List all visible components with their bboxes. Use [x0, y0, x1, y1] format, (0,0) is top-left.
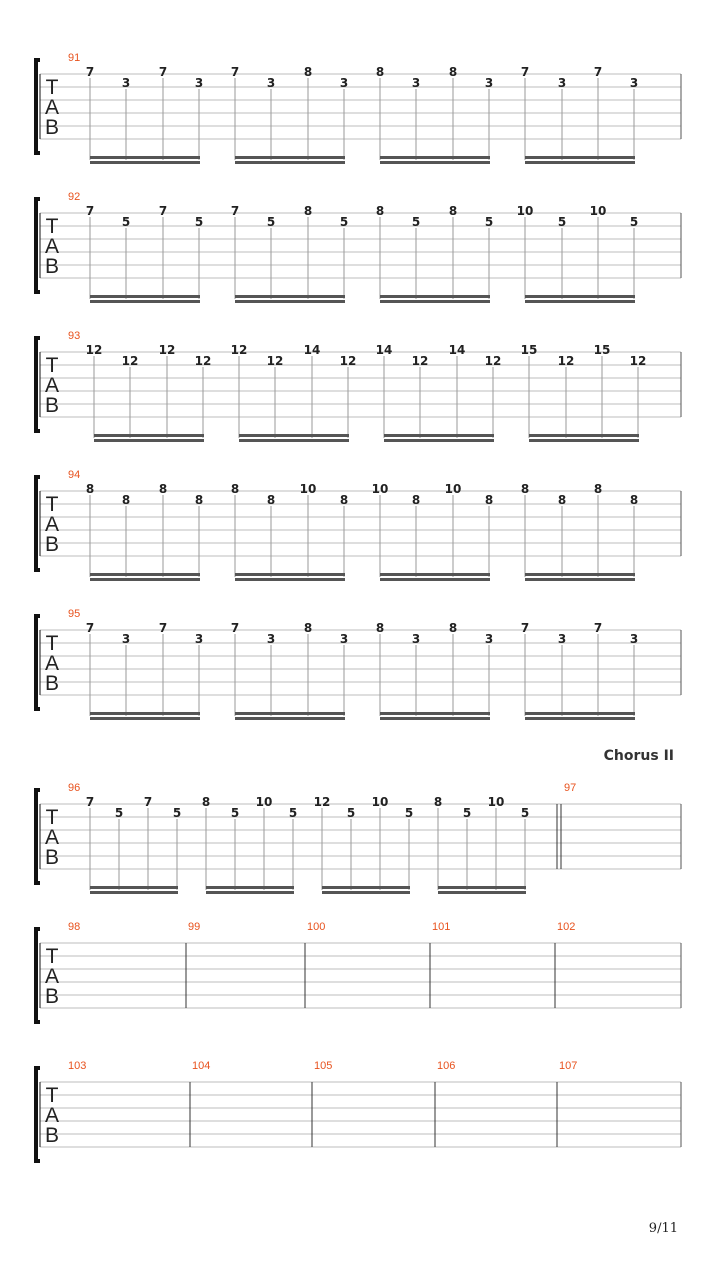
measure-number: 100 — [307, 921, 326, 933]
fret-number: 8 — [121, 493, 131, 507]
beam — [525, 578, 635, 581]
fret-number: 8 — [448, 621, 458, 635]
measure-number: 105 — [314, 1060, 333, 1072]
fret-number: 8 — [339, 493, 349, 507]
fret-number: 12 — [194, 354, 212, 368]
measure-number: 91 — [68, 52, 81, 64]
fret-number: 14 — [448, 343, 466, 357]
fret-number: 12 — [313, 795, 331, 809]
beam — [235, 712, 345, 715]
fret-number: 5 — [339, 215, 349, 229]
fret-number: 3 — [411, 632, 421, 646]
system-bracket — [36, 477, 40, 570]
fret-number: 7 — [230, 621, 240, 635]
fret-number: 3 — [629, 76, 639, 90]
fret-number: 8 — [158, 482, 168, 496]
tab-clef-letter: T — [45, 806, 59, 829]
beam — [94, 434, 204, 437]
fret-number: 5 — [520, 806, 530, 820]
beam — [235, 300, 345, 303]
beam — [525, 161, 635, 164]
fret-number: 7 — [593, 621, 603, 635]
beam — [529, 439, 639, 442]
measure-99 — [188, 921, 200, 933]
page-number: 9/11 — [648, 1221, 678, 1236]
fret-number: 5 — [484, 215, 494, 229]
measure-106 — [437, 1060, 455, 1072]
beam — [525, 717, 635, 720]
beam — [380, 300, 490, 303]
measure-91 — [68, 52, 638, 164]
tab-system-7 — [36, 921, 681, 1022]
fret-number: 8 — [448, 65, 458, 79]
measure-95 — [68, 608, 638, 720]
fret-number: 12 — [557, 354, 575, 368]
measure-number: 98 — [68, 921, 81, 933]
tab-system-4 — [36, 469, 681, 581]
fret-number: 5 — [121, 215, 131, 229]
beam — [380, 717, 490, 720]
system-bracket — [36, 1068, 40, 1161]
fret-number: 5 — [194, 215, 204, 229]
fret-number: 5 — [230, 806, 240, 820]
tab-clef — [45, 76, 59, 139]
beam — [90, 891, 178, 894]
fret-number: 7 — [158, 621, 168, 635]
fret-number: 7 — [593, 65, 603, 79]
tab-clef-letter: T — [45, 215, 59, 238]
tab-clef — [45, 1084, 59, 1147]
tab-clef-letter: A — [44, 235, 60, 258]
fret-number: 12 — [266, 354, 284, 368]
measure-94 — [68, 469, 638, 581]
fret-number: 8 — [303, 65, 313, 79]
tab-system-3 — [36, 330, 681, 442]
fret-number: 5 — [629, 215, 639, 229]
fret-number: 3 — [557, 76, 567, 90]
measure-number: 92 — [68, 191, 81, 203]
fret-number: 3 — [411, 76, 421, 90]
tab-clef — [45, 632, 59, 695]
fret-number: 10 — [487, 795, 505, 809]
measure-97 — [564, 782, 576, 794]
fret-number: 7 — [143, 795, 153, 809]
fret-number: 10 — [371, 482, 389, 496]
beam — [438, 891, 526, 894]
tab-system-8 — [36, 1060, 681, 1161]
fret-number: 15 — [520, 343, 538, 357]
fret-number: 8 — [484, 493, 494, 507]
fret-number: 10 — [255, 795, 273, 809]
tab-system-2 — [36, 191, 681, 303]
fret-number: 14 — [375, 343, 393, 357]
measure-number: 99 — [188, 921, 201, 933]
measure-number: 107 — [559, 1060, 578, 1072]
fret-number: 12 — [411, 354, 429, 368]
tab-clef-letter: T — [45, 632, 59, 655]
fret-number: 8 — [303, 204, 313, 218]
measure-104 — [192, 1060, 210, 1072]
beam — [380, 578, 490, 581]
fret-number: 8 — [557, 493, 567, 507]
beam — [90, 717, 200, 720]
fret-number: 14 — [303, 343, 321, 357]
fret-number: 7 — [158, 204, 168, 218]
beam — [380, 156, 490, 159]
fret-number: 5 — [288, 806, 298, 820]
measure-number: 95 — [68, 608, 81, 620]
beam — [90, 156, 200, 159]
tab-clef-letter: A — [44, 374, 60, 397]
fret-number: 10 — [516, 204, 534, 218]
fret-number: 5 — [404, 806, 414, 820]
tab-clef — [45, 215, 59, 278]
beam — [525, 712, 635, 715]
tab-clef — [45, 493, 59, 556]
system-bracket — [36, 616, 40, 709]
fret-number: 8 — [448, 204, 458, 218]
measure-98 — [68, 921, 80, 933]
fret-number: 3 — [266, 76, 276, 90]
fret-number: 5 — [346, 806, 356, 820]
tab-clef-letter: A — [44, 965, 60, 988]
tab-clef — [45, 945, 59, 1008]
beam — [239, 439, 349, 442]
beam — [235, 156, 345, 159]
fret-number: 7 — [85, 621, 95, 635]
fret-number: 12 — [484, 354, 502, 368]
fret-number: 8 — [303, 621, 313, 635]
beam — [384, 439, 494, 442]
fret-number: 3 — [121, 76, 131, 90]
beam — [90, 712, 200, 715]
system-bracket — [36, 199, 40, 292]
system-bracket — [36, 929, 40, 1022]
fret-number: 3 — [194, 76, 204, 90]
tab-system-5 — [36, 608, 681, 720]
measure-number: 94 — [68, 469, 81, 481]
fret-number: 8 — [629, 493, 639, 507]
beam — [90, 886, 178, 889]
fret-number: 10 — [299, 482, 317, 496]
fret-number: 8 — [411, 493, 421, 507]
fret-number: 5 — [411, 215, 421, 229]
tab-clef-letter: A — [44, 96, 60, 119]
beam — [90, 573, 200, 576]
beam — [525, 156, 635, 159]
tab-system-6 — [36, 782, 681, 894]
fret-number: 15 — [593, 343, 611, 357]
fret-number: 12 — [230, 343, 248, 357]
measure-96 — [68, 782, 529, 894]
fret-number: 12 — [158, 343, 176, 357]
fret-number: 8 — [201, 795, 211, 809]
beam — [380, 573, 490, 576]
system-bracket — [36, 60, 40, 153]
beam — [90, 295, 200, 298]
tab-clef-letter: A — [44, 652, 60, 675]
fret-number: 3 — [121, 632, 131, 646]
beam — [438, 886, 526, 889]
fret-number: 7 — [85, 65, 95, 79]
fret-number: 12 — [629, 354, 647, 368]
fret-number: 8 — [85, 482, 95, 496]
fret-number: 3 — [629, 632, 639, 646]
measure-number: 96 — [68, 782, 81, 794]
measure-102 — [557, 921, 575, 933]
measure-number: 97 — [564, 782, 577, 794]
measure-number: 101 — [432, 921, 451, 933]
tab-clef-letter: B — [44, 1124, 60, 1147]
tab-clef-letter: B — [44, 672, 60, 695]
fret-number: 8 — [230, 482, 240, 496]
fret-number: 10 — [589, 204, 607, 218]
beam — [525, 573, 635, 576]
measure-107 — [559, 1060, 577, 1072]
tab-clef-letter: A — [44, 513, 60, 536]
tab-clef-letter: T — [45, 945, 59, 968]
beam — [235, 717, 345, 720]
fret-number: 10 — [371, 795, 389, 809]
fret-number: 7 — [85, 795, 95, 809]
system-bracket — [36, 338, 40, 431]
beam — [322, 886, 410, 889]
beam — [90, 300, 200, 303]
fret-number: 3 — [339, 632, 349, 646]
beam — [239, 434, 349, 437]
fret-number: 5 — [557, 215, 567, 229]
tab-clef-letter: T — [45, 493, 59, 516]
measure-93 — [68, 330, 646, 442]
beam — [235, 295, 345, 298]
fret-number: 7 — [158, 65, 168, 79]
fret-number: 3 — [484, 632, 494, 646]
fret-number: 12 — [85, 343, 103, 357]
measure-100 — [307, 921, 325, 933]
tab-clef — [45, 806, 59, 869]
measure-105 — [314, 1060, 332, 1072]
tab-system-1 — [36, 52, 681, 164]
fret-number: 8 — [375, 621, 385, 635]
measure-101 — [432, 921, 450, 933]
fret-number: 7 — [520, 621, 530, 635]
fret-number: 8 — [194, 493, 204, 507]
measure-number: 103 — [68, 1060, 87, 1072]
fret-number: 12 — [121, 354, 139, 368]
beam — [380, 161, 490, 164]
fret-number: 8 — [375, 204, 385, 218]
measure-number: 102 — [557, 921, 576, 933]
beam — [235, 573, 345, 576]
fret-number: 7 — [85, 204, 95, 218]
system-bracket — [36, 790, 40, 883]
fret-number: 3 — [339, 76, 349, 90]
beam — [525, 300, 635, 303]
tab-clef-letter: B — [44, 255, 60, 278]
tab-clef — [45, 354, 59, 417]
beam — [322, 891, 410, 894]
fret-number: 3 — [484, 76, 494, 90]
measure-number: 104 — [192, 1060, 211, 1072]
beam — [206, 891, 294, 894]
fret-number: 5 — [172, 806, 182, 820]
beam — [529, 434, 639, 437]
beam — [90, 161, 200, 164]
beam — [90, 578, 200, 581]
fret-number: 7 — [230, 65, 240, 79]
beam — [206, 886, 294, 889]
beam — [380, 295, 490, 298]
fret-number: 5 — [462, 806, 472, 820]
fret-number: 12 — [339, 354, 357, 368]
fret-number: 5 — [266, 215, 276, 229]
tab-clef-letter: B — [44, 394, 60, 417]
tab-clef-letter: B — [44, 533, 60, 556]
fret-number: 5 — [114, 806, 124, 820]
section-label: Chorus II — [603, 748, 674, 764]
beam — [525, 295, 635, 298]
tab-clef-letter: T — [45, 354, 59, 377]
fret-number: 8 — [266, 493, 276, 507]
fret-number: 3 — [266, 632, 276, 646]
measure-number: 106 — [437, 1060, 456, 1072]
fret-number: 8 — [520, 482, 530, 496]
fret-number: 10 — [444, 482, 462, 496]
tab-clef-letter: B — [44, 116, 60, 139]
measure-92 — [68, 191, 638, 303]
beam — [235, 161, 345, 164]
tab-clef-letter: T — [45, 1084, 59, 1107]
fret-number: 3 — [194, 632, 204, 646]
tab-clef-letter: B — [44, 985, 60, 1008]
beam — [380, 712, 490, 715]
fret-number: 8 — [433, 795, 443, 809]
fret-number: 7 — [230, 204, 240, 218]
tab-clef-letter: B — [44, 846, 60, 869]
tab-clef-letter: T — [45, 76, 59, 99]
tab-clef-letter: A — [44, 826, 60, 849]
fret-number: 8 — [375, 65, 385, 79]
fret-number: 3 — [557, 632, 567, 646]
beam — [384, 434, 494, 437]
tab-clef-letter: A — [44, 1104, 60, 1127]
beam — [94, 439, 204, 442]
fret-number: 7 — [520, 65, 530, 79]
beam — [235, 578, 345, 581]
measure-number: 93 — [68, 330, 81, 342]
fret-number: 8 — [593, 482, 603, 496]
measure-103 — [68, 1060, 86, 1072]
